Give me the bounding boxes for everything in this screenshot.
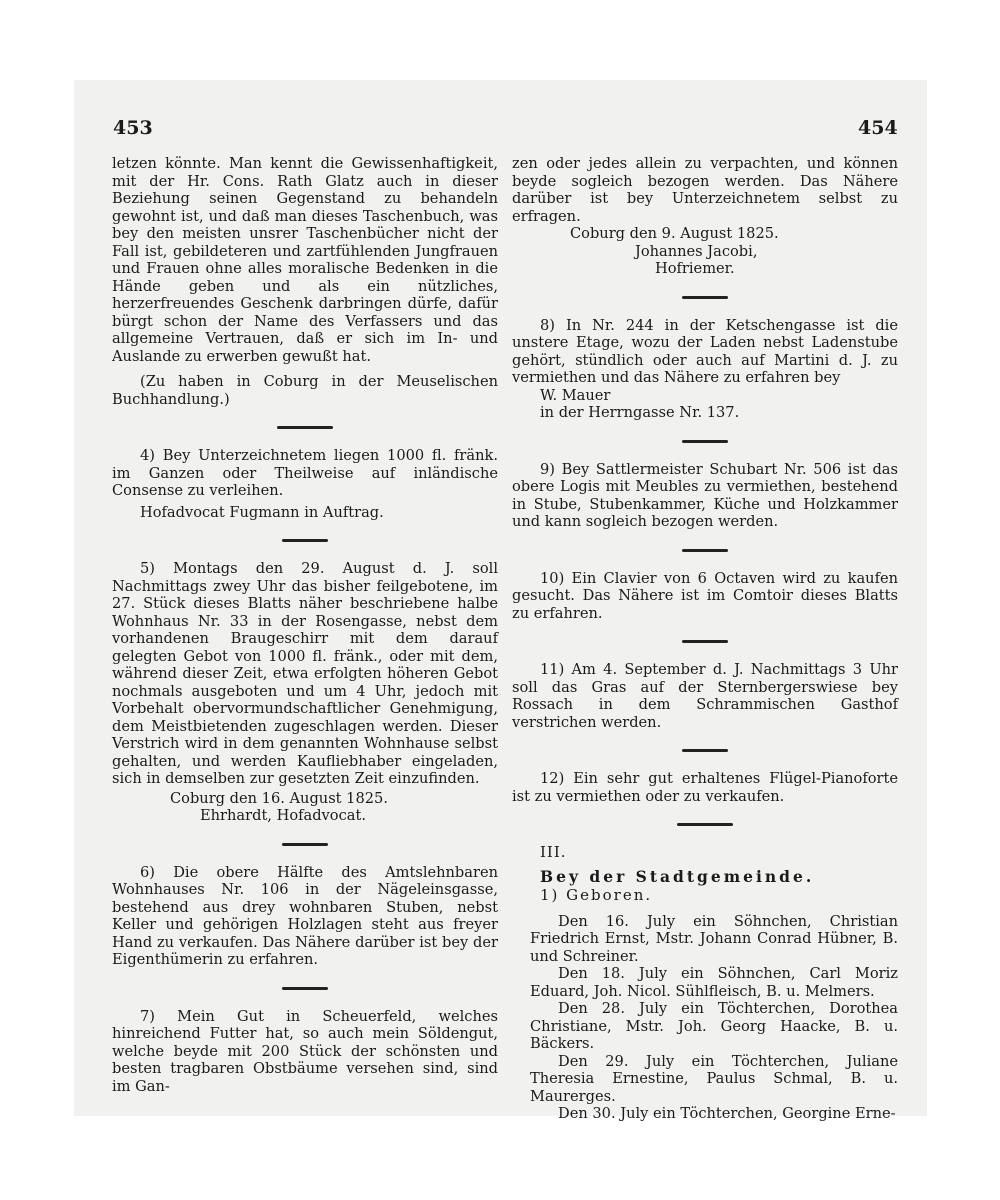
page-number-right: 454 xyxy=(858,117,898,139)
birth-entry: Den 16. July ein Söhnchen, Christian Friedrich Ernst, Mstr. Johann Conrad Hübner, B. und Schreiner. xyxy=(530,912,898,965)
ad-9-text: 9) Bey Sattlermeister Schubart Nr. 506 ist das obere Logis mit Meubles zu vermiethen, bestehend in Stube, Stubenkammer, Küche und Holzkammer und kann sogleich bezogen werden. xyxy=(512,460,898,530)
separator-rule xyxy=(682,296,728,299)
separator-rule xyxy=(282,539,328,542)
separator-rule xyxy=(682,549,728,552)
section-numeral: III. xyxy=(540,843,567,861)
birth-entry: Den 29. July ein Töchterchen, Juliane Theresia Ernestine, Paulus Schmal, B. u. Maurerges. xyxy=(530,1052,898,1105)
birth-entry: Den 30. July ein Töchterchen, Georgine Erne- xyxy=(558,1105,896,1122)
ad-8-signature-location: in der Herrngasse Nr. 137. xyxy=(540,404,740,421)
separator-rule xyxy=(682,640,728,643)
ad-8-signature-name: W. Mauer xyxy=(540,386,611,404)
ad-7-text: 7) Mein Gut in Scheuerfeld, welches hinreichend Futter hat, so auch mein Söldengut, welche beyde mit 200 Stück der schönsten und besten tragbaren Obstbäume versehen sind, sind im Gan- xyxy=(112,1007,498,1095)
separator-rule xyxy=(682,440,728,443)
section-title: Bey der Stadtgemeinde. xyxy=(540,866,815,886)
ad-7-signature-title: Hofriemer. xyxy=(655,260,735,277)
birth-entry: Den 18. July ein Söhnchen, Carl Moriz Eduard, Joh. Nicol. Sühlfleisch, B. u. Melmers. xyxy=(530,965,898,1000)
page-number-left: 453 xyxy=(113,117,153,139)
birth-entry: Den 28. July ein Töchterchen, Dorothea Christiane, Mstr. Joh. Georg Haacke, B. u. Bäckers. xyxy=(530,1000,898,1052)
right-column xyxy=(512,155,898,1123)
ad-5-date: Coburg den 16. August 1825. xyxy=(170,789,388,807)
intro-paragraph: letzen könnte. Man kennt die Gewissenhaftigkeit, mit der Hr. Cons. Rath Glatz auch in dieser Beziehung seinen Gegenstand zu behandeln gewohnt ist, und daß man dieses Taschenbuch, was bey den meisten unsrer Taschenbücher nicht der Fall ist, gebildeteren und zartfühlenden Jungfrauen und Frauen ohne alles moralische Bedenken in die Hände geben und als ein nützliches, herzerfreuendes Geschenk darbringen dürfe, dafür bürgt schon der Name des Verfassers und das allgemeine Vertrauen, daß er sich im In- und Auslande zu erwerben gewußt hat. xyxy=(112,155,498,365)
ad-8-text: 8) In Nr. 244 in der Ketschengasse ist die unstere Etage, wozu der Laden nebst Ladenstube gehört, stündlich oder auch auf Martini d. J. zu vermiethen und das Nähere zu erfahren bey xyxy=(512,316,898,386)
separator-rule xyxy=(277,426,333,429)
ad-5-text: 5) Montags den 29. August d. J. soll Nachmittags zwey Uhr das bisher feilgebotene, im 27. Stück dieses Blatts näher beschriebene halbe Wohnhaus Nr. 33 in der Rosengasse, nebst dem vorhandenen Braugeschirr mit dem darauf gelegten Gebot von 1000 fl. fränk., oder mit dem, während dieser Zeit, etwa erfolgten höheren Gebot nochmals ausgeboten und um 4 Uhr, jedoch mit Vorbehalt obervormundschaftlicher Genehmigung, dem Meistbietenden zugeschlagen werden. Dieser Verstrich wird in dem genannten Wohnhause selbst gehalten, und werden Kaufliebhaber eingeladen, sich in demselben zur gesetzten Zeit einzufinden. xyxy=(112,560,498,787)
intro-note: (Zu haben in Coburg in der Meuselischen Buchhandlung.) xyxy=(112,373,498,408)
ad-4-text: 4) Bey Unterzeichnetem liegen 1000 fl. fränk. im Ganzen oder Theilweise auf inländische Consense zu verleihen. xyxy=(112,447,498,499)
left-column xyxy=(112,155,498,1095)
ad-10-text: 10) Ein Clavier von 6 Octaven wird zu kaufen gesucht. Das Nähere ist im Comtoir dieses Blatts zu erfahren. xyxy=(512,569,898,622)
ad-7-date: Coburg den 9. August 1825. xyxy=(570,225,779,242)
separator-rule xyxy=(677,823,733,826)
ad-5-signature: Ehrhardt, Hofadvocat. xyxy=(200,807,366,824)
ad-4-signature: Hofadvocat Fugmann in Auftrag. xyxy=(140,503,384,521)
separator-rule xyxy=(682,749,728,752)
separator-rule xyxy=(282,843,328,846)
ad-12-text: 12) Ein sehr gut erhaltenes Flügel-Pianoforte ist zu vermiethen oder zu verkaufen. xyxy=(512,770,898,805)
ad-11-text: 11) Am 4. September d. J. Nachmittags 3 Uhr soll das Gras auf der Sternbergerswiese bey Rossach in dem Schrammischen Gasthof verstrichen werden. xyxy=(512,661,898,731)
ad-6-text: 6) Die obere Hälfte des Amtslehnbaren Wohnhauses Nr. 106 in der Nägeleinsgasse, bestehend aus drey wohnbaren Stuben, nebst Keller und gehörigen Holzlagen steht aus freyer Hand zu verkaufen. Das Nähere darüber ist bey der Eigenthümerin zu erfahren. xyxy=(112,863,498,968)
ad-7-continued: zen oder jedes allein zu verpachten, und können beyde sogleich bezogen werden. Das Nähere darüber ist bey Unterzeichnetem selbst zu erfragen. xyxy=(512,155,898,225)
ad-7-signature-name: Johannes Jacobi, xyxy=(635,242,758,260)
separator-rule xyxy=(282,987,328,990)
subsection-title: 1) Geboren. xyxy=(540,886,653,904)
